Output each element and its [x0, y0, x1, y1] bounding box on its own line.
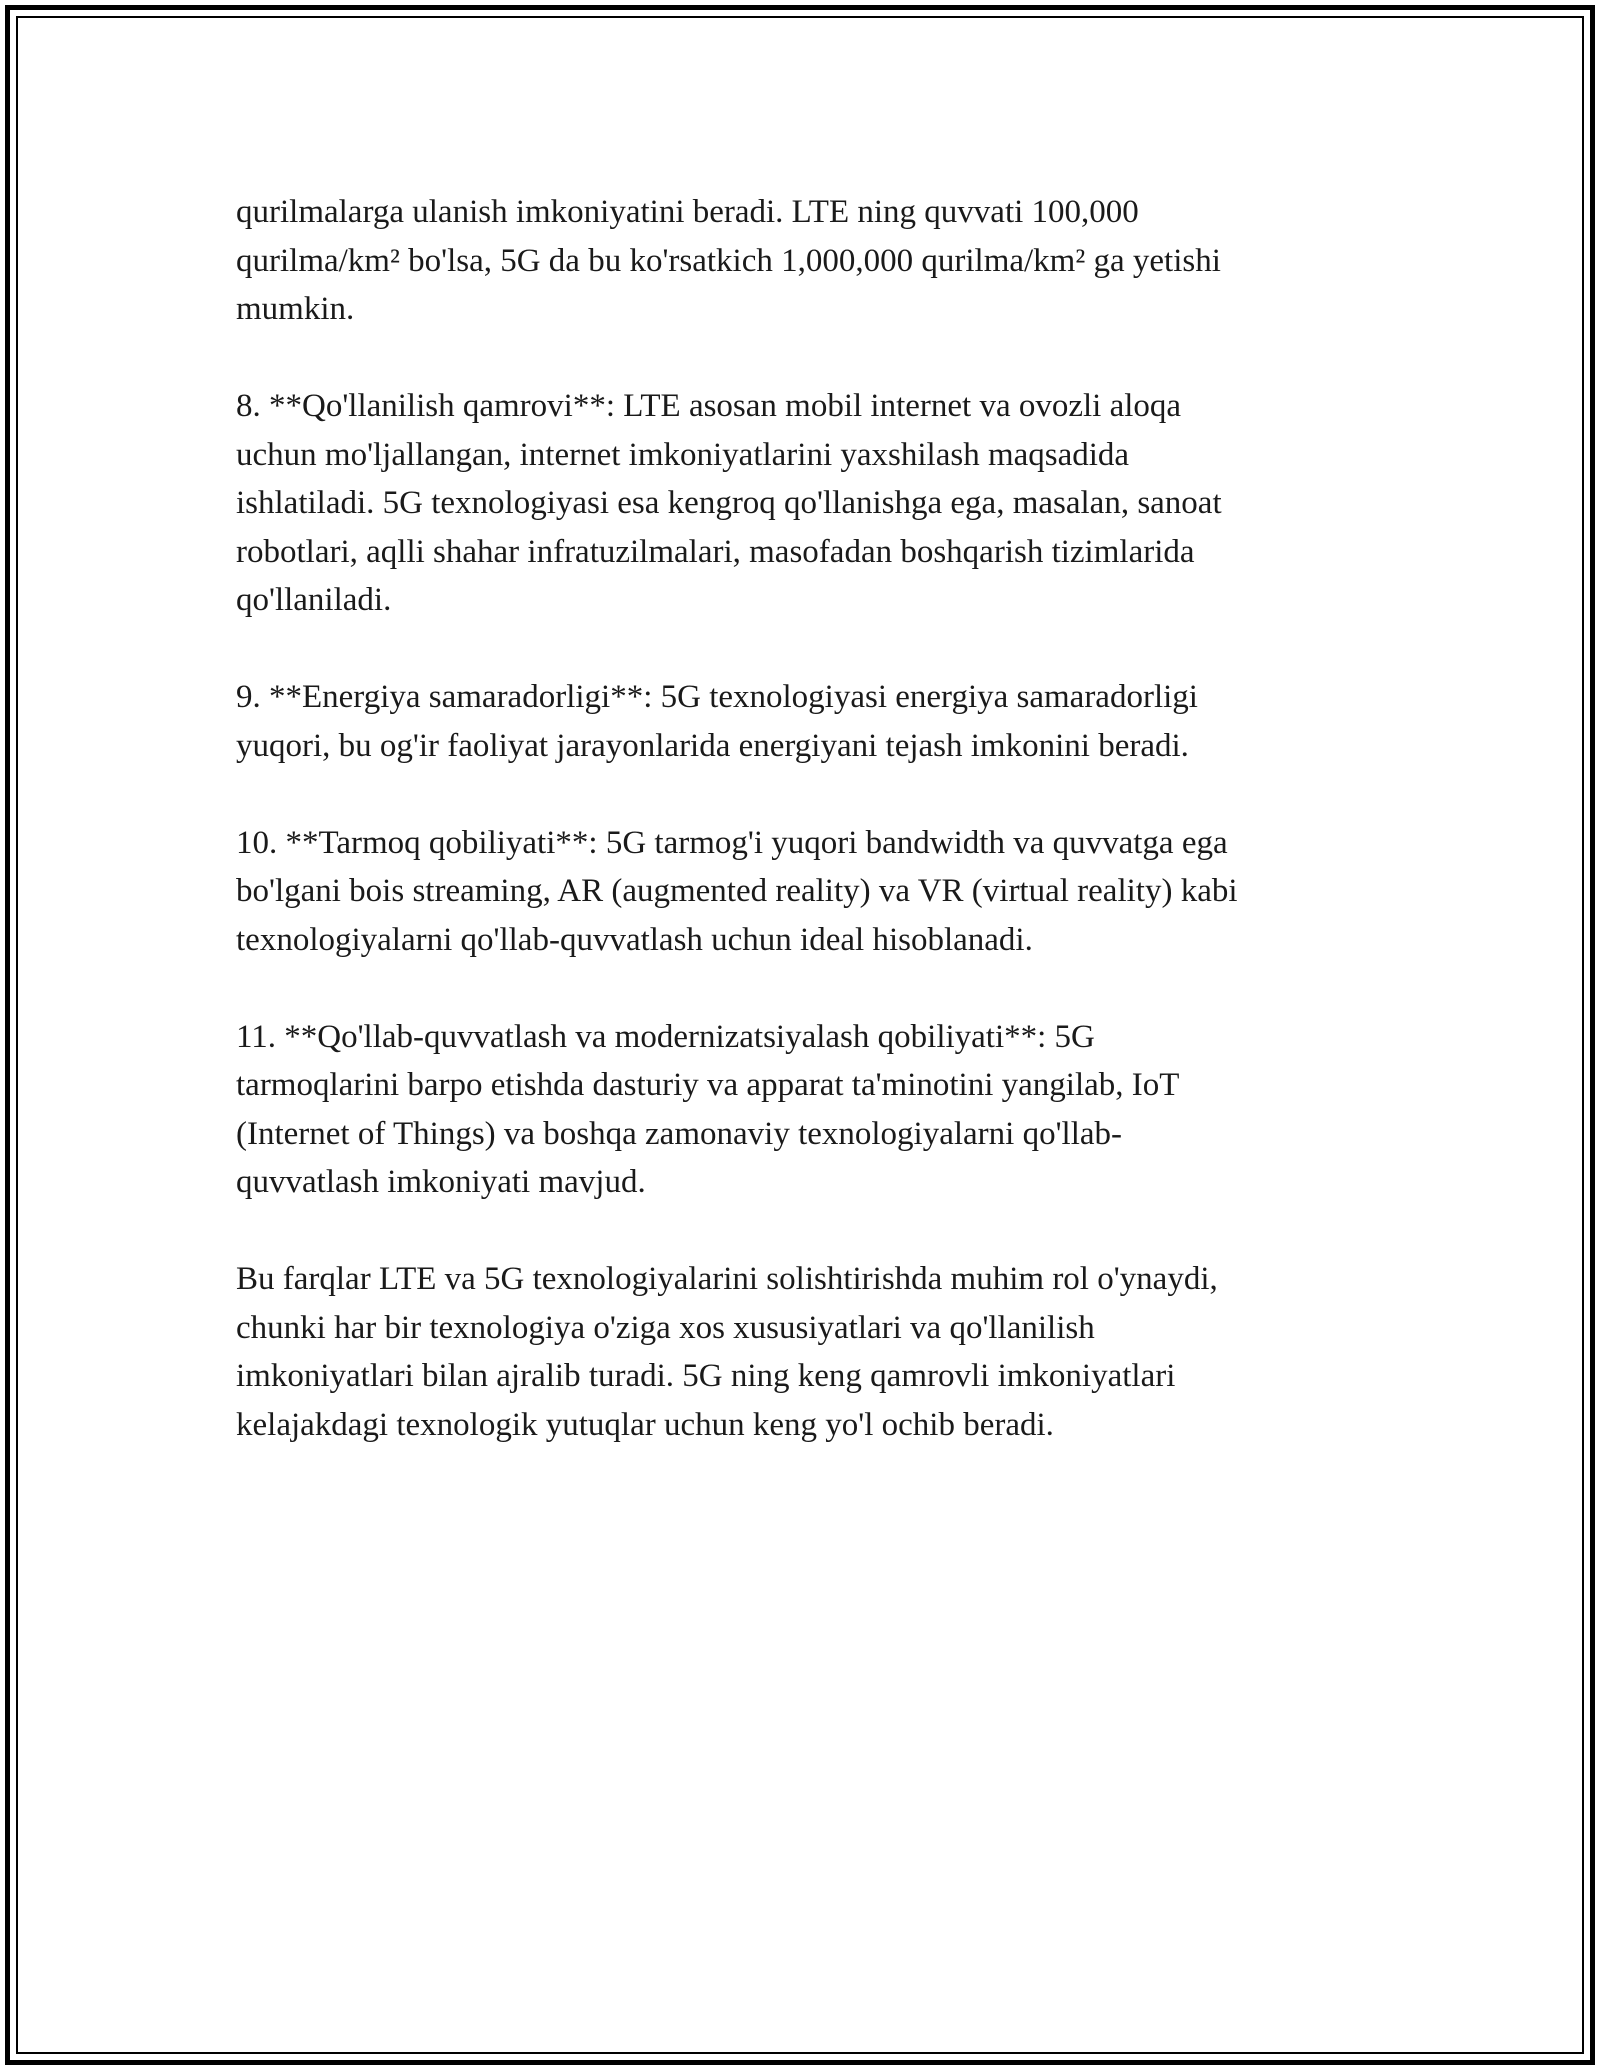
text-line: 9. **Energiya samaradorligi**: 5G texnologiyasi energiya samaradorligi	[236, 679, 1198, 715]
text-line: bo'lgani bois streaming, AR (augmented reality) va VR (virtual reality) kabi	[236, 873, 1238, 909]
text-line: 11. **Qo'llab-quvvatlash va modernizatsiyalash qobiliyati**: 5G	[236, 1018, 1095, 1055]
paragraph-item-11	[236, 1013, 1366, 1207]
paragraph-item-10	[236, 819, 1366, 965]
text-line: 10. **Tarmoq qobiliyati**: 5G tarmog'i yuqori bandwidth va quvvatga ega	[236, 824, 1228, 861]
text-line: tarmoqlarini barpo etishda dasturiy va apparat ta'minotini yangilab, IoT	[236, 1067, 1180, 1103]
paragraph-item-8	[236, 382, 1366, 625]
text-line: mumkin.	[236, 291, 355, 327]
text-line: yuqori, bu og'ir faoliyat jarayonlarida energiyani tejash imkonini beradi.	[236, 727, 1189, 764]
document-body	[236, 188, 1366, 1449]
text-line: kelajakdagi texnologik yutuqlar uchun keng yo'l ochib beradi.	[236, 1406, 1054, 1443]
text-line: quvvatlash imkoniyati mavjud.	[236, 1164, 646, 1200]
text-line: robotlari, aqlli shahar infratuzilmalari, masofadan boshqarish tizimlarida	[236, 533, 1195, 570]
text-line: Bu farqlar LTE va 5G texnologiyalarini solishtirishda muhim rol o'ynaydi,	[236, 1261, 1218, 1297]
text-line: chunki har bir texnologiya o'ziga xos xususiyatlari va qo'llanilish	[236, 1309, 1095, 1346]
text-line: qo'llaniladi.	[236, 582, 392, 618]
text-line: imkoniyatlari bilan ajralib turadi. 5G ning keng qamrovli imkoniyatlari	[236, 1358, 1176, 1394]
text-line: ishlatiladi. 5G texnologiyasi esa kengroq qo'llanishga ega, masalan, sanoat	[236, 485, 1222, 521]
text-line: 8. **Qo'llanilish qamrovi**: LTE asosan mobil internet va ovozli aloqa	[236, 388, 1182, 424]
text-line: texnologiyalarni qo'llab-quvvatlash uchun ideal hisoblanadi.	[236, 921, 1033, 958]
text-line: qurilmalarga ulanish imkoniyatini beradi. LTE ning quvvati 100,000	[236, 194, 1139, 230]
paragraph-conclusion	[236, 1255, 1366, 1449]
paragraph-continuation	[236, 188, 1366, 334]
paragraph-item-9	[236, 673, 1366, 770]
text-line: (Internet of Things) va boshqa zamonaviy texnologiyalarni qo'llab-	[236, 1115, 1123, 1152]
text-line: uchun mo'ljallangan, internet imkoniyatlarini yaxshilash maqsadida	[236, 436, 1130, 473]
text-line: qurilma/km² bo'lsa, 5G da bu ko'rsatkich 1,000,000 qurilma/km² ga yetishi	[236, 242, 1221, 279]
